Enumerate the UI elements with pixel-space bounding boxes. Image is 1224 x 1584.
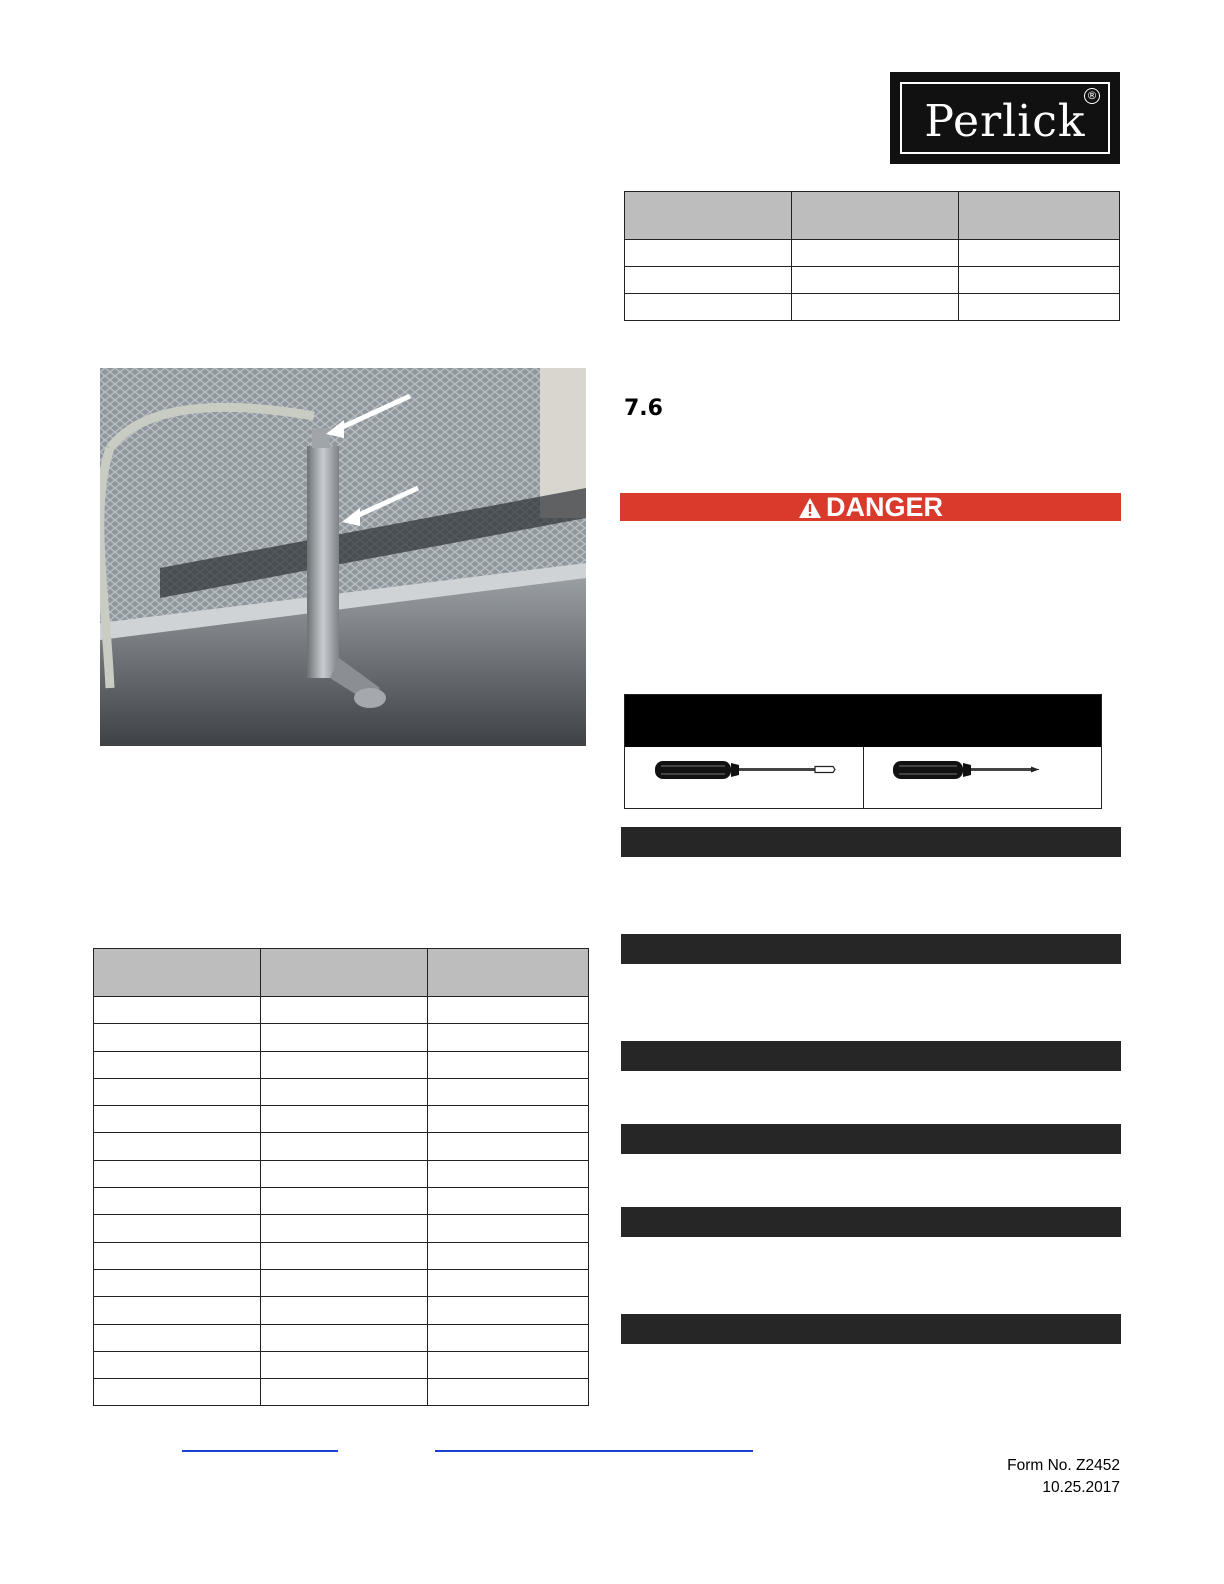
table-row bbox=[94, 1160, 589, 1187]
table-row bbox=[94, 1297, 589, 1324]
step-bar-3 bbox=[621, 1041, 1121, 1071]
table-row bbox=[94, 1242, 589, 1269]
flathead-screwdriver-icon bbox=[625, 747, 864, 808]
table-row bbox=[94, 1324, 589, 1351]
phillips-screwdriver-icon bbox=[863, 747, 1102, 808]
step-bar-4 bbox=[621, 1124, 1121, 1154]
tools-header bbox=[625, 695, 1101, 747]
form-number-block bbox=[1007, 1455, 1120, 1499]
logo-wordmark: Perlick bbox=[924, 96, 1086, 147]
table-row bbox=[94, 1269, 589, 1296]
table-row bbox=[94, 1051, 589, 1078]
warning-triangle-icon bbox=[798, 497, 822, 519]
table-row bbox=[94, 1351, 589, 1378]
danger-banner bbox=[620, 493, 1121, 521]
bottom-left-table bbox=[93, 948, 589, 1406]
danger-label: DANGER bbox=[825, 492, 943, 522]
footer-link-2[interactable] bbox=[435, 1450, 753, 1452]
form-number: Form No. Z2452 bbox=[1007, 1457, 1120, 1474]
footer-link-1[interactable] bbox=[182, 1450, 338, 1452]
logo-frame bbox=[900, 82, 1110, 154]
step-bar-6 bbox=[621, 1314, 1121, 1344]
table-header-row bbox=[625, 192, 1120, 240]
form-date: 10.25.2017 bbox=[1042, 1479, 1120, 1496]
registered-mark: ® bbox=[1084, 88, 1100, 104]
table-row bbox=[94, 1078, 589, 1105]
perlick-logo bbox=[890, 72, 1120, 164]
top-right-table bbox=[624, 191, 1120, 321]
table-row bbox=[625, 240, 1120, 267]
table-row bbox=[625, 267, 1120, 294]
table-row bbox=[94, 1188, 589, 1215]
step-bar-5 bbox=[621, 1207, 1121, 1237]
step-bar-1 bbox=[621, 827, 1121, 857]
tool-cell-flathead bbox=[625, 747, 864, 808]
table-row bbox=[94, 1106, 589, 1133]
danger-label-wrap bbox=[620, 493, 1121, 521]
probe-photo-graphic bbox=[100, 368, 586, 746]
table-row bbox=[94, 1133, 589, 1160]
table-row bbox=[94, 997, 589, 1024]
table-header-row bbox=[94, 949, 589, 997]
section-number: 7.6 bbox=[624, 396, 663, 421]
tools-required-box bbox=[624, 694, 1102, 809]
probe-photo bbox=[100, 368, 586, 746]
table-row bbox=[94, 1024, 589, 1051]
table-row bbox=[94, 1215, 589, 1242]
table-row bbox=[625, 294, 1120, 321]
step-bar-2 bbox=[621, 934, 1121, 964]
table-row bbox=[94, 1379, 589, 1406]
tool-cell-phillips bbox=[863, 747, 1101, 808]
